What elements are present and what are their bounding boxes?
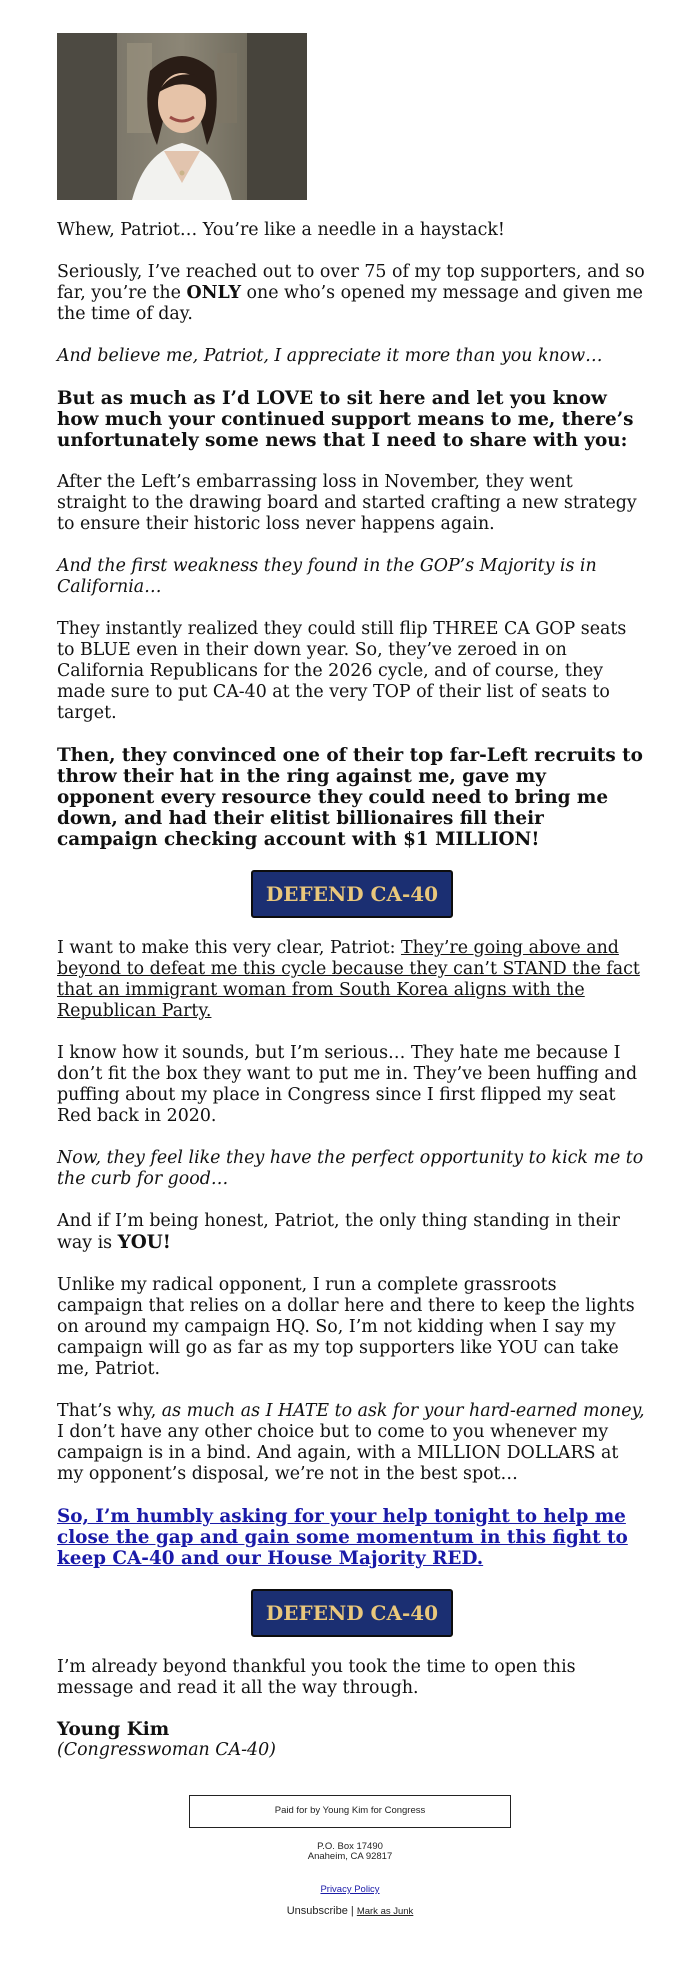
paragraph-flip-seats: They instantly realized they could still flip THREE CA GOP seats to BLUE even in their down year. So, they’ve zeroed in on California Republicans for the 2026 cycle, and of course, they made sure to put CA-40 at the very TOP of their list of seats to target. bbox=[57, 619, 627, 723]
signature-name: Young Kim bbox=[57, 1719, 170, 1740]
paragraph-thankful: I’m already beyond thankful you took the time to open this message and read it all the way through. bbox=[57, 1657, 576, 1698]
email-body bbox=[57, 33, 647, 1761]
mailing-address bbox=[0, 1842, 700, 1862]
paragraph-opportunity: Now, they feel like they have the perfect opportunity to kick me to the curb for good… bbox=[57, 1148, 644, 1189]
paragraph-weakness: And the first weakness they found in the GOP’s Majority is in California… bbox=[57, 556, 597, 597]
emphasis-you: YOU! bbox=[117, 1232, 171, 1253]
paid-for-box: Paid for by Young Kim for Congress bbox=[189, 1795, 511, 1828]
address-line-2: Anaheim, CA 92817 bbox=[307, 1851, 393, 1862]
paragraph-bind: That’s why, as much as I HATE to ask for your hard-earned money, I don’t have any other choice but to come to you whenever my campaign is in a bind. And again, with a MILLION DOLLARS at my opponent’s disposal, we’re not in the best spot… bbox=[57, 1401, 645, 1484]
paragraph-supporters: Seriously, I’ve reached out to over 75 of my top supporters, and so far, you’re the ONLY one who’s opened my message and given me the time of day. bbox=[57, 262, 645, 324]
footer-separator: | bbox=[350, 1905, 354, 1917]
button-row-1 bbox=[57, 870, 647, 918]
button-row-2 bbox=[57, 1589, 647, 1637]
paragraph-left-loss: After the Left’s embarrassing loss in November, they went straight to the drawing board and started crafting a new strategy to ensure their historic loss never happens again. bbox=[57, 472, 637, 534]
privacy-policy-link[interactable]: Privacy Policy bbox=[320, 1884, 380, 1895]
mark-as-junk-link[interactable]: Mark as Junk bbox=[356, 1906, 414, 1917]
unsubscribe-row bbox=[0, 1905, 700, 1917]
emphasis-only: ONLY bbox=[186, 283, 242, 303]
paragraph-grassroots: Unlike my radical opponent, I run a complete grassroots campaign that relies on a dollar here and there to keep the lights on around my campaign HQ. So, I’m not kidding when I say my campaign will go as far as my top supporters like YOU can take me, Patriot. bbox=[57, 1275, 635, 1379]
paragraph-news: But as much as I’d LOVE to sit here and let you know how much your continued support means to me, there’s unfortunately some news that I need to share with you: bbox=[57, 388, 634, 451]
header-photo bbox=[57, 33, 307, 200]
unsubscribe-link[interactable]: Unsubscribe bbox=[286, 1905, 348, 1917]
underlined-statement: They’re going above and beyond to defeat me this cycle because they can’t STAND the fact that an immigrant woman from South Korea aligns with the Republican Party. bbox=[57, 938, 640, 1021]
defend-ca40-button-2[interactable]: DEFEND CA-40 bbox=[251, 1589, 453, 1637]
paragraph-serious: I know how it sounds, but I’m serious… They hate me because I don’t fit the box they want to put me in. They’ve been huffing and puffing about my place in Congress since I first flipped my seat Red back in 2020. bbox=[57, 1043, 638, 1126]
privacy-row bbox=[0, 1884, 700, 1895]
signature-title: (Congresswoman CA-40) bbox=[57, 1740, 276, 1760]
greeting: Whew, Patriot… You’re like a needle in a haystack! bbox=[57, 220, 505, 240]
address-line-1: P.O. Box 17490 bbox=[317, 1841, 383, 1852]
paragraph-recruit: Then, they convinced one of their top far-Left recruits to throw their hat in the ring against me, gave my opponent every resource they could need to bring me down, and had their elitist billionaires fill their campaign checking account with $1 MILLION! bbox=[57, 745, 643, 850]
paragraph-appreciate: And believe me, Patriot, I appreciate it more than you know… bbox=[57, 346, 603, 366]
defend-ca40-button-1[interactable]: DEFEND CA-40 bbox=[251, 870, 453, 918]
paragraph-clear: I want to make this very clear, Patriot: They’re going above and beyond to defeat me this cycle because they can’t STAND the fact that an immigrant woman from South Korea aligns with the Republican Party. bbox=[57, 938, 640, 1021]
paragraph-standing: And if I’m being honest, Patriot, the only thing standing in their way is YOU! bbox=[57, 1211, 620, 1253]
ask-help-link[interactable]: So, I’m humbly asking for your help tonight to help me close the gap and gain some momentum in this fight to keep CA-40 and our House Majority RED. bbox=[57, 1506, 628, 1569]
footer bbox=[0, 1795, 700, 1917]
